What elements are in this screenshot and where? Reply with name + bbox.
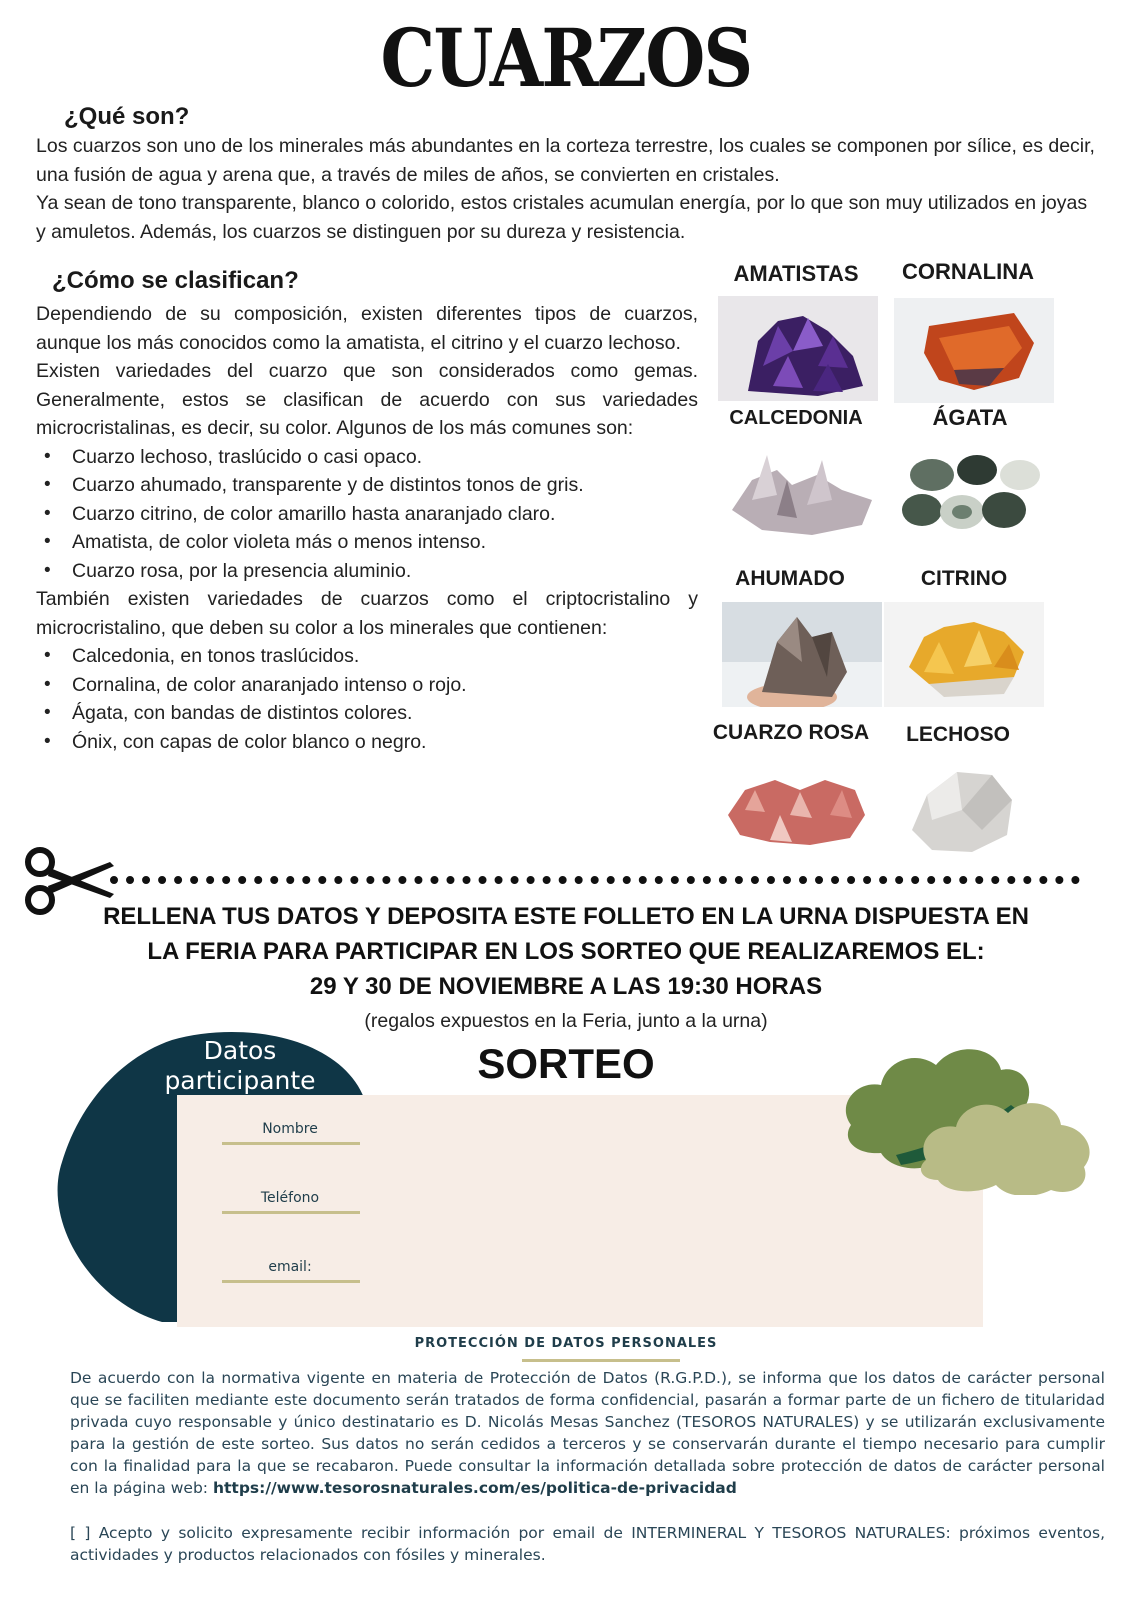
sorteo-heading: SORTEO bbox=[477, 1040, 655, 1087]
consent-checkbox[interactable]: [ ] Acepto y solicito expresamente recibir información por email de INTERMINERAL Y TESOROS NATURALES: próximos eventos, actividades y productos relacionados con fósiles y minerales. bbox=[70, 1524, 1105, 1564]
classify-paragraph-2: Existen variedades del cuarzo que son considerados como gemas. Generalmente, estos se clasifican de acuerdo con sus variedades microcristalinas, es decir, su color. Algunos de los más comunes son: bbox=[36, 360, 698, 439]
cta-date: 29 Y 30 DE NOVIEMBRE A LAS 19:30 HORAS bbox=[309, 973, 823, 1000]
agate-image bbox=[892, 440, 1052, 545]
gallery-label-lechoso: LECHOSO bbox=[906, 723, 1010, 746]
list-item: • Cuarzo lechoso, traslúcido o casi opaco. bbox=[72, 443, 698, 472]
privacy-link[interactable]: https://www.tesorosnaturales.com/es/politica-de-privacidad bbox=[212, 1479, 737, 1497]
list-item: • Cuarzo rosa, por la presencia aluminio. bbox=[72, 557, 698, 586]
gallery-label-calcedonia: CALCEDONIA bbox=[729, 407, 863, 429]
smoky-quartz-image bbox=[722, 602, 882, 707]
intro-paragraph-2: Ya sean de tono transparente, blanco o colorido, estos cristales acumulan energía, por lo que son muy utilizados en joyas y amuletos. Además, los cuarzos se distinguen por su dureza y resistencia. bbox=[36, 192, 1088, 243]
gallery-label-cornalina: CORNALINA bbox=[902, 259, 1034, 284]
moss-decoration bbox=[836, 1035, 1096, 1195]
classify-heading: ¿Cómo se clasifican? bbox=[52, 267, 299, 294]
carnelian-image bbox=[894, 298, 1054, 403]
intro-heading: ¿Qué son? bbox=[64, 103, 190, 130]
cut-line bbox=[110, 876, 1080, 884]
gdpr-divider bbox=[522, 1359, 680, 1362]
email-field[interactable] bbox=[222, 1280, 360, 1283]
list-item: • Amatista, de color violeta más o menos intenso. bbox=[72, 528, 698, 557]
list-item: • Ónix, con capas de color blanco o negro. bbox=[72, 728, 698, 757]
rose-quartz-image bbox=[720, 760, 870, 855]
chalcedony-image bbox=[722, 440, 882, 545]
page-title: CUARZOS bbox=[380, 11, 752, 105]
gallery-label-agata: ÁGATA bbox=[932, 405, 1008, 430]
list-item: • Ágata, con bandas de distintos colores. bbox=[72, 699, 698, 728]
milky-quartz-image bbox=[902, 760, 1022, 860]
citrine-image bbox=[884, 602, 1044, 707]
intro-paragraph-1: Los cuarzos son uno de los minerales más abundantes en la corteza terrestre, los cuales se componen por sílice, es decir, una fusión de agua y arena que, a través de miles de años, se convierten en cristales. bbox=[36, 135, 1095, 186]
gallery-label-ahumado: AHUMADO bbox=[735, 567, 845, 590]
badge-line-1: Datos bbox=[203, 1036, 277, 1065]
micro-varieties-list bbox=[36, 642, 698, 756]
classify-body bbox=[36, 300, 698, 756]
gallery-label-citrino: CITRINO bbox=[920, 567, 1008, 590]
email-label: email: bbox=[268, 1259, 312, 1275]
cta-note: (regalos expuestos en la Feria, junto a la urna) bbox=[364, 1010, 768, 1032]
gallery-label-amatistas: AMATISTAS bbox=[733, 261, 859, 286]
list-item: • Cuarzo ahumado, transparente y de distintos tonos de gris. bbox=[72, 471, 698, 500]
cta-line-1: RELLENA TUS DATOS Y DEPOSITA ESTE FOLLETO EN LA URNA DISPUESTA EN bbox=[103, 903, 1029, 930]
phone-field[interactable] bbox=[222, 1211, 360, 1214]
name-field[interactable] bbox=[222, 1142, 360, 1145]
list-item: • Calcedonia, en tonos traslúcidos. bbox=[72, 642, 698, 671]
common-varieties-list bbox=[36, 443, 698, 586]
gallery-label-cuarzo-rosa: CUARZO ROSA bbox=[712, 721, 870, 744]
cta-line-2: LA FERIA PARA PARTICIPAR EN LOS SORTEO QUE REALIZAREMOS EL: bbox=[147, 938, 985, 965]
badge-line-2: participante bbox=[164, 1066, 316, 1095]
name-label: Nombre bbox=[262, 1121, 318, 1137]
gdpr-text bbox=[70, 1367, 1105, 1499]
amethyst-image bbox=[718, 296, 878, 401]
phone-label: Teléfono bbox=[260, 1190, 320, 1206]
list-item: • Cuarzo citrino, de color amarillo hasta anaranjado claro. bbox=[72, 500, 698, 529]
participant-badge bbox=[140, 1036, 340, 1096]
gdpr-title: PROTECCIÓN DE DATOS PERSONALES bbox=[414, 1336, 718, 1351]
gdpr-body: De acuerdo con la normativa vigente en materia de Protección de Datos (R.G.P.D.), se informa que los datos de carácter personal que se faciliten mediante este documento serán tratados de forma confidencial, pasarán a formar parte de un fichero de titularidad privada cuyo responsable y único destinatario es D. Nicolás Mesas Sanchez (TESOROS NATURALES) y se utilizarán exclusivamente para la gestión de este sorteo. Sus datos no serán cedidos a terceros y se conservarán durante el tiempo necesario para cumplir con la finalidad para la que se recabaron. Puede consultar la información detallada sobre protección de datos de carácter personal en la página web: bbox=[70, 1369, 1105, 1497]
classify-paragraph-3: También existen variedades de cuarzos como el criptocristalino y microcristalino, que deben su color a los minerales que contienen: bbox=[36, 588, 698, 639]
classify-paragraph-1: Dependiendo de su composición, existen diferentes tipos de cuarzos, aunque los más conocidos como la amatista, el citrino y el cuarzo lechoso. bbox=[36, 303, 698, 354]
list-item: • Cornalina, de color anaranjado intenso o rojo. bbox=[72, 671, 698, 700]
